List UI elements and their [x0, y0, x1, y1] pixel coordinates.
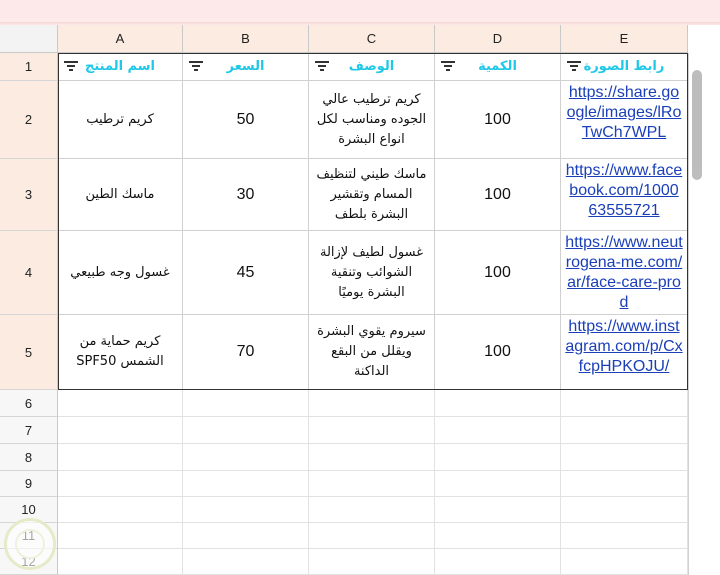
header-cell-price[interactable] — [183, 53, 309, 81]
empty-cell[interactable] — [435, 549, 561, 575]
column-header-a[interactable]: A — [58, 25, 183, 53]
empty-cell[interactable] — [183, 497, 309, 523]
empty-cell[interactable] — [183, 471, 309, 497]
header-label: اسم المنتج — [85, 59, 155, 74]
cell-quantity[interactable]: 100 — [435, 231, 561, 315]
cell-price[interactable]: 50 — [183, 81, 309, 159]
empty-cell[interactable] — [58, 549, 183, 575]
empty-cell[interactable] — [561, 497, 688, 523]
cell-image-link[interactable]: https://www.neutrogena-me.com/ar/face-care-prod — [561, 231, 688, 315]
empty-cell[interactable] — [58, 523, 183, 549]
empty-cell[interactable] — [183, 523, 309, 549]
select-all-corner[interactable] — [0, 25, 58, 53]
row-header-1[interactable]: 1 — [0, 53, 58, 81]
cell-image-link[interactable]: https://www.instagram.com/p/CxfcpHPKOJU/ — [561, 315, 688, 390]
row-header-4[interactable]: 4 — [0, 231, 58, 315]
empty-cell[interactable] — [183, 417, 309, 444]
empty-cell[interactable] — [58, 417, 183, 444]
row-header-2[interactable]: 2 — [0, 81, 58, 159]
column-header-e[interactable]: E — [561, 25, 688, 53]
cell-quantity[interactable]: 100 — [435, 81, 561, 159]
row-header-10[interactable]: 10 — [0, 497, 58, 523]
empty-cell[interactable] — [309, 390, 435, 417]
cell-description[interactable]: غسول لطيف لإزالة الشوائب وتنقية البشرة يوميًا — [309, 231, 435, 315]
cell-quantity[interactable]: 100 — [435, 159, 561, 231]
empty-cell[interactable] — [435, 497, 561, 523]
cell-price[interactable]: 30 — [183, 159, 309, 231]
cell-product-name[interactable]: كريم ترطيب — [58, 81, 183, 159]
empty-cell[interactable] — [435, 523, 561, 549]
cell-product-name[interactable]: ماسك الطين — [58, 159, 183, 231]
empty-cell[interactable] — [561, 523, 688, 549]
header-label: رابط الصورة — [583, 59, 665, 74]
header-label: الوصف — [348, 59, 395, 74]
app-top-bar — [0, 0, 720, 25]
empty-cell[interactable] — [435, 444, 561, 471]
cell-description[interactable]: كريم ترطيب عالي الجوده ومناسب لكل انواع البشرة — [309, 81, 435, 159]
row-header-9[interactable]: 9 — [0, 471, 58, 497]
cell-quantity[interactable]: 100 — [435, 315, 561, 390]
empty-cell[interactable] — [309, 471, 435, 497]
header-cell-quantity[interactable] — [435, 53, 561, 81]
cell-description[interactable]: ماسك طيني لتنظيف المسام وتقشير البشرة بلطف — [309, 159, 435, 231]
empty-cell[interactable] — [58, 497, 183, 523]
empty-cell[interactable] — [561, 417, 688, 444]
empty-cell[interactable] — [435, 417, 561, 444]
empty-cell[interactable] — [183, 444, 309, 471]
vertical-scrollbar[interactable] — [692, 70, 702, 180]
row-header-8[interactable]: 8 — [0, 444, 58, 471]
row-header-7[interactable]: 7 — [0, 417, 58, 444]
cell-product-name[interactable]: غسول وجه طبيعي — [58, 231, 183, 315]
empty-cell[interactable] — [309, 523, 435, 549]
empty-cell[interactable] — [309, 497, 435, 523]
row-header-3[interactable]: 3 — [0, 159, 58, 231]
column-header-c[interactable]: C — [309, 25, 435, 53]
empty-cell[interactable] — [58, 444, 183, 471]
empty-cell[interactable] — [183, 549, 309, 575]
header-label: الكمية — [478, 59, 517, 74]
cell-price[interactable]: 70 — [183, 315, 309, 390]
empty-cell[interactable] — [309, 444, 435, 471]
empty-cell[interactable] — [435, 471, 561, 497]
empty-cell[interactable] — [561, 390, 688, 417]
empty-cell[interactable] — [309, 549, 435, 575]
empty-cell[interactable] — [561, 471, 688, 497]
empty-cell[interactable] — [561, 444, 688, 471]
empty-cell[interactable] — [58, 390, 183, 417]
empty-cell[interactable] — [561, 549, 688, 575]
empty-cell[interactable] — [435, 390, 561, 417]
cell-image-link[interactable]: https://www.facebook.com/100063555721 — [561, 159, 688, 231]
cell-product-name[interactable]: كريم حماية من الشمس SPF50 — [58, 315, 183, 390]
row-header-6[interactable]: 6 — [0, 390, 58, 417]
empty-cell[interactable] — [183, 390, 309, 417]
row-header-5[interactable]: 5 — [0, 315, 58, 390]
header-cell-image-link[interactable] — [561, 53, 688, 81]
header-cell-description[interactable] — [309, 53, 435, 81]
floating-badge-icon[interactable] — [4, 518, 56, 570]
column-header-d[interactable]: D — [435, 25, 561, 53]
header-label: السعر — [226, 59, 265, 74]
cell-image-link[interactable]: https://share.google/images/lRoTwCh7WPL — [561, 81, 688, 159]
cell-price[interactable]: 45 — [183, 231, 309, 315]
column-header-b[interactable]: B — [183, 25, 309, 53]
empty-cell[interactable] — [58, 471, 183, 497]
cell-description[interactable]: سيروم يقوي البشرة ويقلل من البقع الداكنة — [309, 315, 435, 390]
empty-cell[interactable] — [309, 417, 435, 444]
header-cell-product-name[interactable] — [58, 53, 183, 81]
